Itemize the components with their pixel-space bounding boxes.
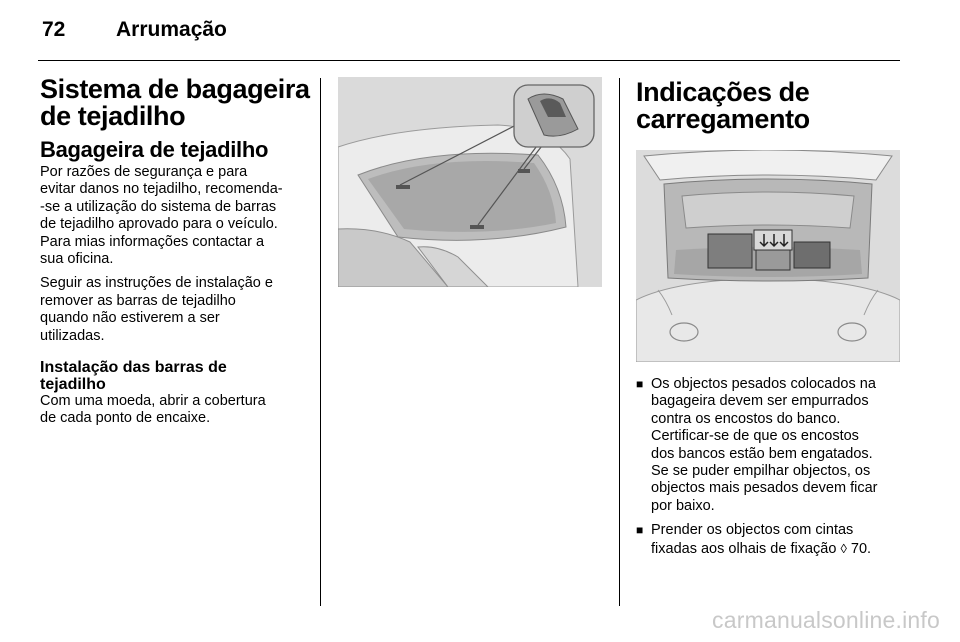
bullet-square-icon: ■ (636, 377, 644, 391)
header-divider (38, 60, 900, 61)
loading-instructions-list (636, 376, 906, 565)
text-line: utilizadas. (40, 327, 105, 344)
title-line: de tejadilho (40, 101, 186, 131)
text-line: evitar danos no tejadilho, recomenda- (40, 181, 283, 198)
text-line: Se se puder empilhar objectos, os (651, 463, 871, 480)
column-roof-rack (40, 74, 310, 428)
chapter-title: Arrumação (116, 18, 227, 41)
heading-line: Instalação das barras de (40, 359, 227, 377)
text-line: Para mias informações contactar a (40, 233, 265, 250)
subsection-title-roof-rack: Bagageira de tejadilho (40, 137, 269, 162)
text-line: remover as barras de tejadilho (40, 292, 236, 309)
text-line: de tejadilho aprovado para o veículo. (40, 216, 278, 233)
text-line: Seguir as instruções de instalação e (40, 275, 273, 292)
paragraph-instructions (40, 275, 306, 345)
watermark-site: carmanualsonline.info (712, 607, 940, 633)
luggage-compartment-illustration (636, 150, 900, 362)
text-line: de cada ponto de encaixe. (40, 410, 211, 427)
text-line: Os objectos pesados colocados na (651, 376, 876, 392)
text-line: bagageira devem ser empurrados (651, 393, 869, 410)
title-line: Indicações de (636, 77, 810, 107)
text-line: -se a utilização do sistema de barras (40, 198, 277, 215)
section-title-loading (636, 79, 900, 133)
section-title-roof-rack-system (40, 74, 310, 131)
text-fragment: fixadas aos olhais de fixação (651, 540, 837, 557)
text-line (651, 540, 906, 558)
text-line: Com uma moeda, abrir a cobertura (40, 393, 266, 410)
text-line: dos bancos estão bem engatados. (651, 445, 873, 462)
paragraph-safety (40, 164, 306, 268)
title-line: carregamento (636, 104, 810, 134)
column-divider-right (619, 78, 620, 606)
text-line: objectos mais pesados devem ficar (651, 480, 878, 497)
subheading-installation (40, 359, 306, 393)
column-divider-left (320, 78, 321, 606)
page-number: 72 (42, 18, 66, 41)
roof-rack-illustration (338, 77, 602, 287)
text-line: sua oficina. (40, 251, 114, 268)
list-item (636, 522, 906, 558)
page-reference-link[interactable]: 70. (850, 540, 872, 557)
text-line: Certificar-se de que os encostos (651, 428, 859, 445)
text-line: Prender os objectos com cintas (651, 522, 854, 539)
text-line: quando não estiverem a ser (40, 310, 220, 327)
text-line: Por razões de segurança e para (40, 164, 248, 180)
bullet-square-icon: ■ (636, 523, 644, 538)
list-item (636, 376, 906, 515)
text-line: contra os encostos do banco. (651, 410, 841, 427)
title-line: Sistema de bagageira (40, 74, 310, 104)
paragraph-coin (40, 393, 306, 428)
text-line: por baixo. (651, 497, 715, 514)
heading-line: tejadilho (40, 376, 106, 394)
page-reference-icon: ◊ (840, 540, 847, 556)
